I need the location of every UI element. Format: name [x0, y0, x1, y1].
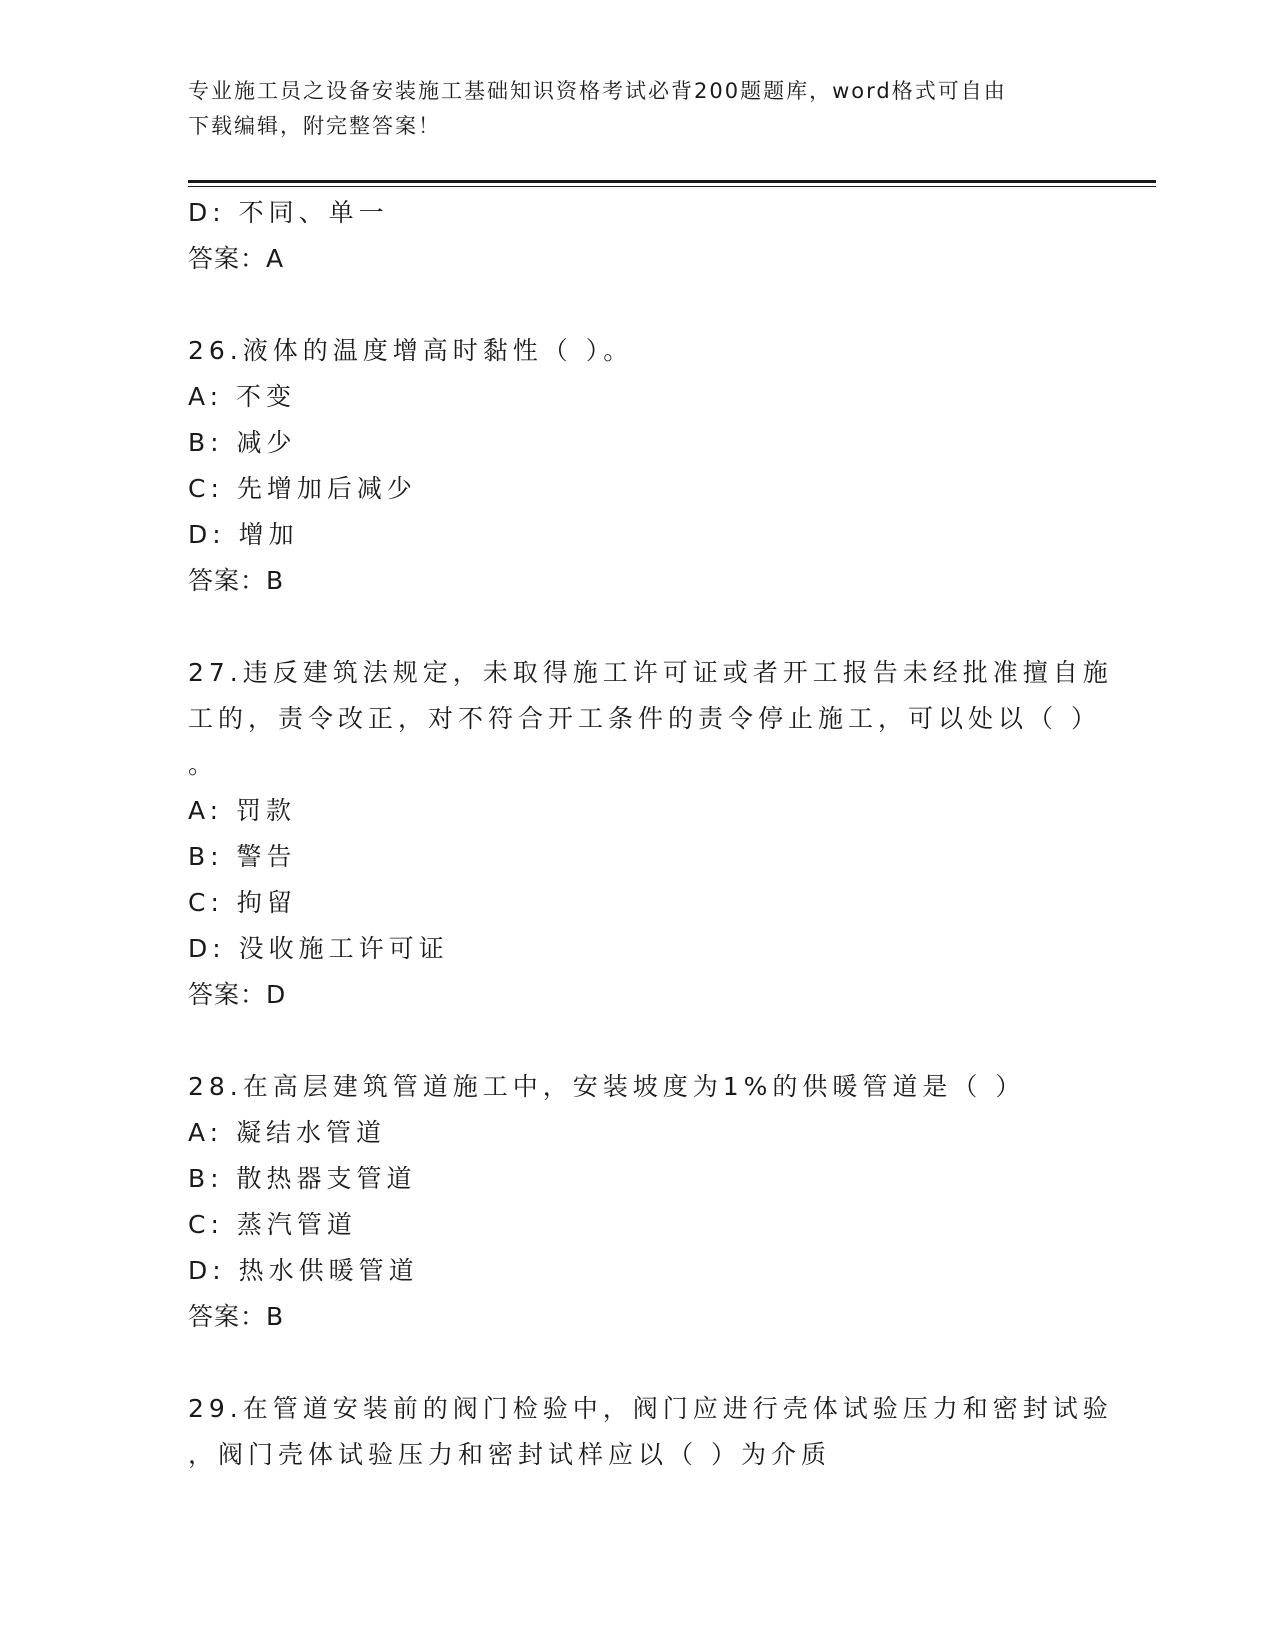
- option-c: C: 蒸汽管道: [188, 1210, 357, 1239]
- option-a: A: 凝结水管道: [188, 1118, 387, 1147]
- header-divider-thick: [188, 180, 1156, 183]
- question-stem: ，阀门壳体试验压力和密封试样应以（ ）为介质: [188, 1440, 831, 1469]
- answer-line: 答案：B: [188, 566, 285, 595]
- spacer: [188, 1018, 1088, 1064]
- question-stem: 28.在高层建筑管道施工中，安装坡度为1%的供暖管道是（ ）: [188, 1072, 1026, 1101]
- option-b: B: 警告: [188, 842, 297, 871]
- option-c: C: 拘留: [188, 888, 297, 917]
- spacer: [188, 1340, 1088, 1386]
- option-c: C: 先增加后减少: [188, 474, 417, 503]
- previous-question-tail: [188, 190, 1088, 282]
- option-b: B: 散热器支管道: [188, 1164, 417, 1193]
- question-stem: 27.违反建筑法规定，未取得施工许可证或者开工报告未经批准擅自施: [188, 658, 1113, 687]
- question-stem: 29.在管道安装前的阀门检验中，阀门应进行壳体试验压力和密封试验: [188, 1394, 1113, 1423]
- question-27: [188, 650, 1113, 1018]
- answer-line: 答案：B: [188, 1302, 285, 1331]
- option-d: D: 热水供暖管道: [188, 1256, 419, 1285]
- question-list: [188, 190, 1113, 1478]
- option-d: D: 没收施工许可证: [188, 934, 449, 963]
- option-a: A: 不变: [188, 382, 297, 411]
- option-b: B: 减少: [188, 428, 297, 457]
- question-29: [188, 1386, 1113, 1478]
- spacer: [188, 282, 1088, 328]
- question-26: [188, 328, 1088, 604]
- question-stem: 26.液体的温度增高时黏性（ ）。: [188, 336, 634, 365]
- question-28: [188, 1064, 1088, 1340]
- question-stem: 。: [188, 750, 219, 779]
- option-a: A: 罚款: [188, 796, 297, 825]
- header-divider-thin: [188, 186, 1156, 187]
- spacer: [188, 604, 1088, 650]
- answer-line: 答案：A: [188, 244, 285, 273]
- option-d: D: 增加: [188, 520, 299, 549]
- header-title-line-1: 专业施工员之设备安装施工基础知识资格考试必背200题题库，word格式可自由: [188, 79, 1007, 103]
- option-d: D: 不同、单一: [188, 198, 389, 227]
- document-header: [188, 74, 1068, 144]
- question-stem: 工的，责令改正，对不符合开工条件的责令停止施工，可以处以（ ）: [188, 704, 1101, 733]
- answer-line: 答案：D: [188, 980, 287, 1009]
- header-title-line-2: 下载编辑，附完整答案！: [188, 114, 441, 138]
